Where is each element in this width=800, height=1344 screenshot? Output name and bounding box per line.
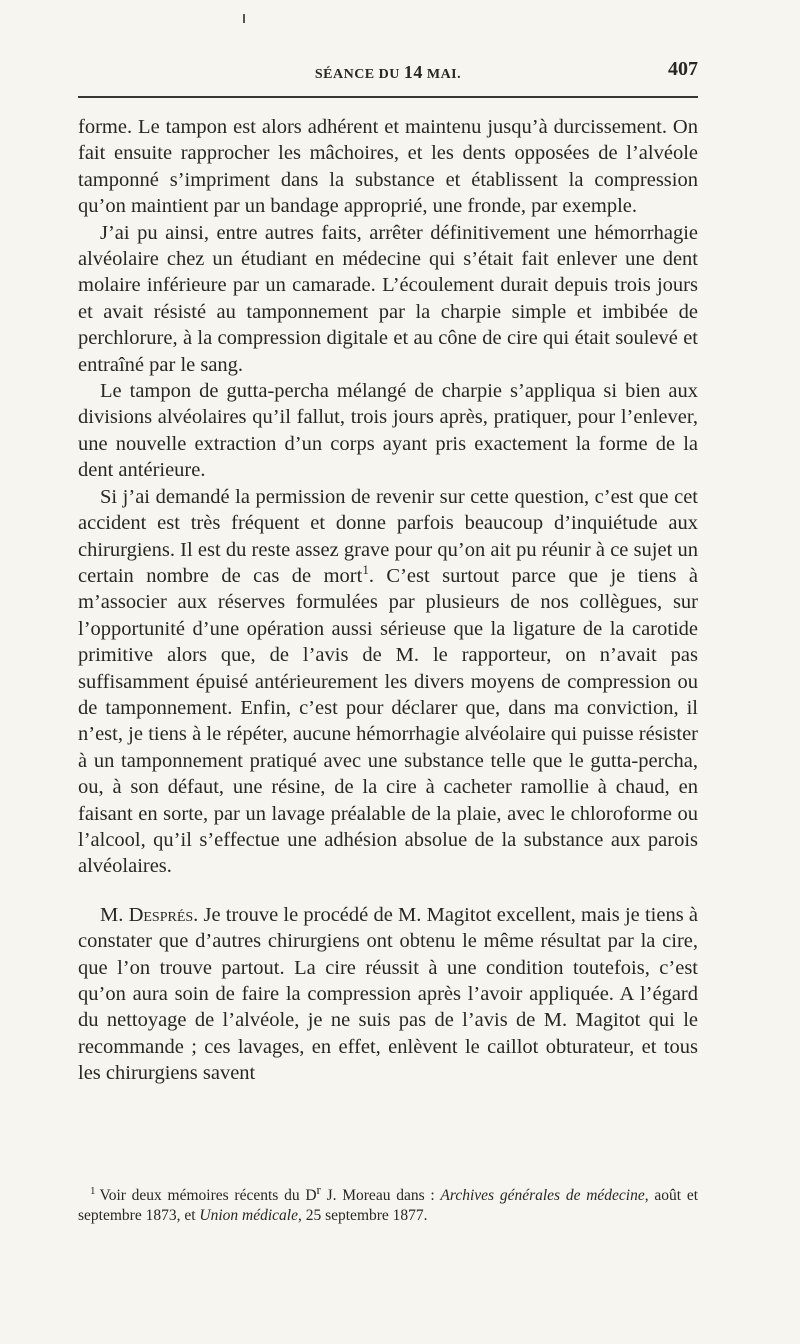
footnote-reference: 1 bbox=[362, 562, 369, 578]
footnote-text-1: Voir deux mémoires récents du D bbox=[99, 1187, 317, 1205]
paragraph-5 bbox=[78, 902, 698, 1087]
footnote-text-4: , 25 septembre 1877. bbox=[297, 1207, 428, 1225]
stray-ink-mark bbox=[243, 14, 245, 23]
paragraph-4-part-1: Si j’ai demandé la permission de revenir sur cette question, c’est que cet accident est très fréquent et donne parfois beaucoup d’inquiétude aux chirurgiens. Il est du reste assez grave pour qu’on ait pu réunir à ce sujet un certain nombre de cas de mort bbox=[78, 485, 698, 587]
paragraph-1: forme. Le tampon est alors adhérent et maintenu jusqu’à durcissement. On fait ensuite rapprocher les mâchoires, et les dents opposées de l’alvéole tamponné s’impriment dans la substance et établissent la compression qu’on maintient par un bandage approprié, une fronde, par exemple. bbox=[78, 116, 698, 218]
paragraph-4-part-2: . C’est surtout parce que je tiens à m’associer aux réserves formulées par plusieurs de nos collègues, sur l’opportunité d’une opération aussi sérieuse que la ligature de la carotide primitive alors que, de l’avis de M. le rapporteur, on n’avait pas suffisamment épuisé antérieurement les divers moyens de compression ou de tamponnement. Enfin, c’est pour déclarer que, dans ma conviction, il n’est, je tiens à le répéter, aucune hémorrhagie alvéolaire qui puisse résister à un tamponnement pratiqué avec une substance telle que le gutta-percha, ou, à son défaut, une résine, de la cire à cacheter ramollie à chaud, en faisant en sorte, par un lavage préalable de la plaie, avec le chloroforme ou l’alcool, qu’il s’effectue une adhésion absolue de la substance aux parois alvéolaires. bbox=[78, 564, 698, 878]
speaker-name: M. Després. bbox=[100, 903, 199, 926]
footnote-number: 1 bbox=[90, 1185, 96, 1197]
footnotes bbox=[78, 1180, 698, 1226]
header-rule bbox=[78, 96, 698, 98]
footnote-1 bbox=[78, 1180, 698, 1226]
paragraph-2: J’ai pu ainsi, entre autres faits, arrêter définitivement une hémorrhagie alvéolaire chez un étudiant en médecine qui s’était fait enlever une dent molaire inférieure par un camarade. L’écoulement durait depuis trois jours et avait résisté au tamponnement par la charpie simple et imbibée de perchlorure, à la compression digitale et au cône de cire qui était soulevé et entraîné par le sang. bbox=[78, 221, 698, 376]
page-header bbox=[78, 58, 698, 88]
running-title-day: 14 bbox=[403, 62, 423, 82]
page-number: 407 bbox=[668, 58, 698, 80]
footnote-journal-1: Archives générales de médecine bbox=[440, 1187, 645, 1205]
footnote-text-2: J. Moreau dans : bbox=[320, 1187, 441, 1205]
footnote-text-3: , août et septembre 1873, et bbox=[78, 1187, 699, 1225]
footnote-journal-2: Union médicale bbox=[199, 1207, 298, 1225]
paragraph-5-text: Je trouve le procédé de M. Magitot excellent, mais je tiens à constater que d’autres chirurgiens ont obtenu le même résultat par la cire, que l’on trouve partout. La cire réussit à une condition toutefois, c’est qu’on aura soin de faire la compression après l’avoir appliquée. A l’égard du nettoyage de l’alvéole, je ne suis pas de l’avis de M. Magitot qui le recommande ; ces lavages, en effet, enlèvent le caillot obturateur, et tous les chirurgiens savent bbox=[78, 903, 698, 1085]
body-text bbox=[78, 114, 698, 1087]
running-title bbox=[78, 62, 698, 83]
running-title-month: MAI. bbox=[426, 67, 462, 82]
running-title-session: SÉANCE DU bbox=[314, 67, 400, 82]
paragraph-4 bbox=[78, 484, 698, 880]
footnote-sup-r: r bbox=[316, 1182, 321, 1197]
paragraph-3: Le tampon de gutta-percha mélangé de charpie s’appliqua si bien aux divisions alvéolaires qu’il fallut, trois jours après, pratiquer, pour l’enlever, une nouvelle extraction d’un corps ayant pris exactement la forme de la dent antérieure. bbox=[78, 380, 698, 482]
